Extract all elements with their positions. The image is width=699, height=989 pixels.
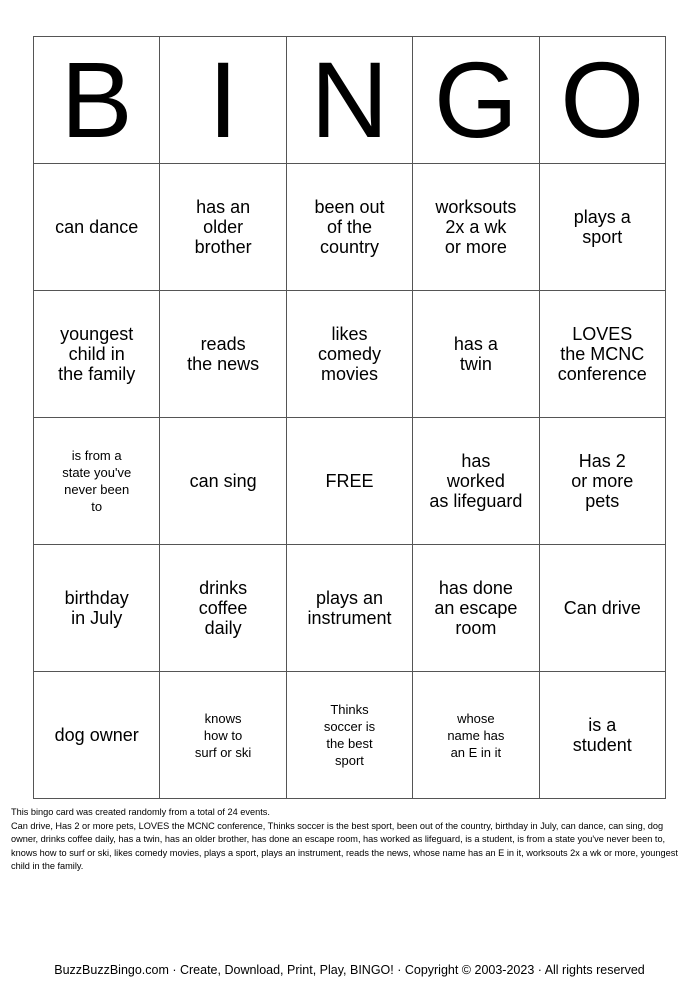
cell-text: Can drive [563, 598, 641, 618]
cell-text: can dance [55, 217, 139, 237]
bingo-row-1 [34, 164, 666, 291]
bingo-row-4 [34, 545, 666, 672]
bingo-cell [34, 164, 160, 291]
header-letter-o: O [539, 37, 665, 164]
bingo-cell [539, 291, 665, 418]
cell-text: youngest child in the family [58, 324, 136, 384]
bingo-cell [413, 418, 539, 545]
bingo-card [33, 36, 666, 799]
bingo-cell [34, 545, 160, 672]
cell-text: has done an escape room [434, 578, 518, 638]
free-space-text: FREE [325, 471, 374, 491]
cell-text: worksouts 2x a wk or more [435, 197, 517, 257]
bingo-cell [539, 164, 665, 291]
card-description [11, 806, 691, 874]
bingo-cell [286, 291, 412, 418]
bingo-cell [34, 672, 160, 799]
cell-text: plays a sport [573, 207, 631, 247]
cell-text: has an older brother [194, 197, 252, 257]
footer-copyright: BuzzBuzzBingo.com · Create, Download, Print, Play, BINGO! · Copyright © 2003-2023 · All rights reserved [54, 963, 645, 977]
cell-text: has worked as lifeguard [429, 451, 523, 511]
cell-text: likes comedy movies [317, 324, 381, 384]
bingo-cell [539, 418, 665, 545]
header-letter-i: I [160, 37, 286, 164]
cell-text: LOVES the MCNC conference [557, 324, 647, 384]
cell-text: is a student [572, 715, 632, 755]
cell-text: drinks coffee daily [198, 578, 248, 638]
bingo-cell [160, 672, 286, 799]
cell-text: whose name has an E in it [447, 710, 505, 760]
cell-text: dog owner [54, 725, 139, 745]
header-row [34, 37, 666, 164]
bingo-cell [160, 291, 286, 418]
cell-text: can sing [189, 471, 257, 491]
cell-text: Has 2 or more pets [571, 451, 634, 511]
header-letter-b: B [34, 37, 160, 164]
bingo-row-3 [34, 418, 666, 545]
bingo-cell [286, 545, 412, 672]
cell-text: been out of the country [314, 197, 385, 257]
bingo-cell [539, 545, 665, 672]
bingo-cell [160, 545, 286, 672]
bingo-cell [286, 672, 412, 799]
bingo-cell [34, 418, 160, 545]
bingo-row-5 [34, 672, 666, 799]
bingo-cell [160, 164, 286, 291]
cell-text: birthday in July [64, 588, 129, 628]
description-intro: This bingo card was created randomly from a total of 24 events. [11, 807, 270, 817]
cell-text: knows how to surf or ski [194, 710, 252, 760]
cell-text: plays an instrument [307, 588, 392, 628]
bingo-cell [413, 545, 539, 672]
cell-text: has a twin [453, 334, 498, 374]
cell-text: reads the news [187, 334, 260, 374]
bingo-cell [34, 291, 160, 418]
free-space-cell [286, 418, 412, 545]
description-events: Can drive, Has 2 or more pets, LOVES the MCNC conference, Thinks soccer is the best sport, been out of the country, birthday in July, can dance, can sing, dog owner, drinks coffee daily, has a twin, has an older brother, has done an escape room, has worked as lifeguard, is a student, is from a state you've never been to, knows how to surf or ski, likes comedy movies, plays a sport, plays an instrument, reads the news, whose name has an E in it, worksouts 2x a wk or more, youngest child in the family. [11, 820, 678, 872]
header-letter-n: N [286, 37, 412, 164]
bingo-cell [413, 164, 539, 291]
bingo-cell [539, 672, 665, 799]
bingo-cell [413, 291, 539, 418]
cell-text: is from a state you've never been to [62, 448, 132, 514]
bingo-cell [286, 164, 412, 291]
bingo-row-2 [34, 291, 666, 418]
bingo-cell [413, 672, 539, 799]
bingo-cell [160, 418, 286, 545]
header-letter-g: G [413, 37, 539, 164]
cell-text: Thinks soccer is the best sport [323, 702, 376, 768]
